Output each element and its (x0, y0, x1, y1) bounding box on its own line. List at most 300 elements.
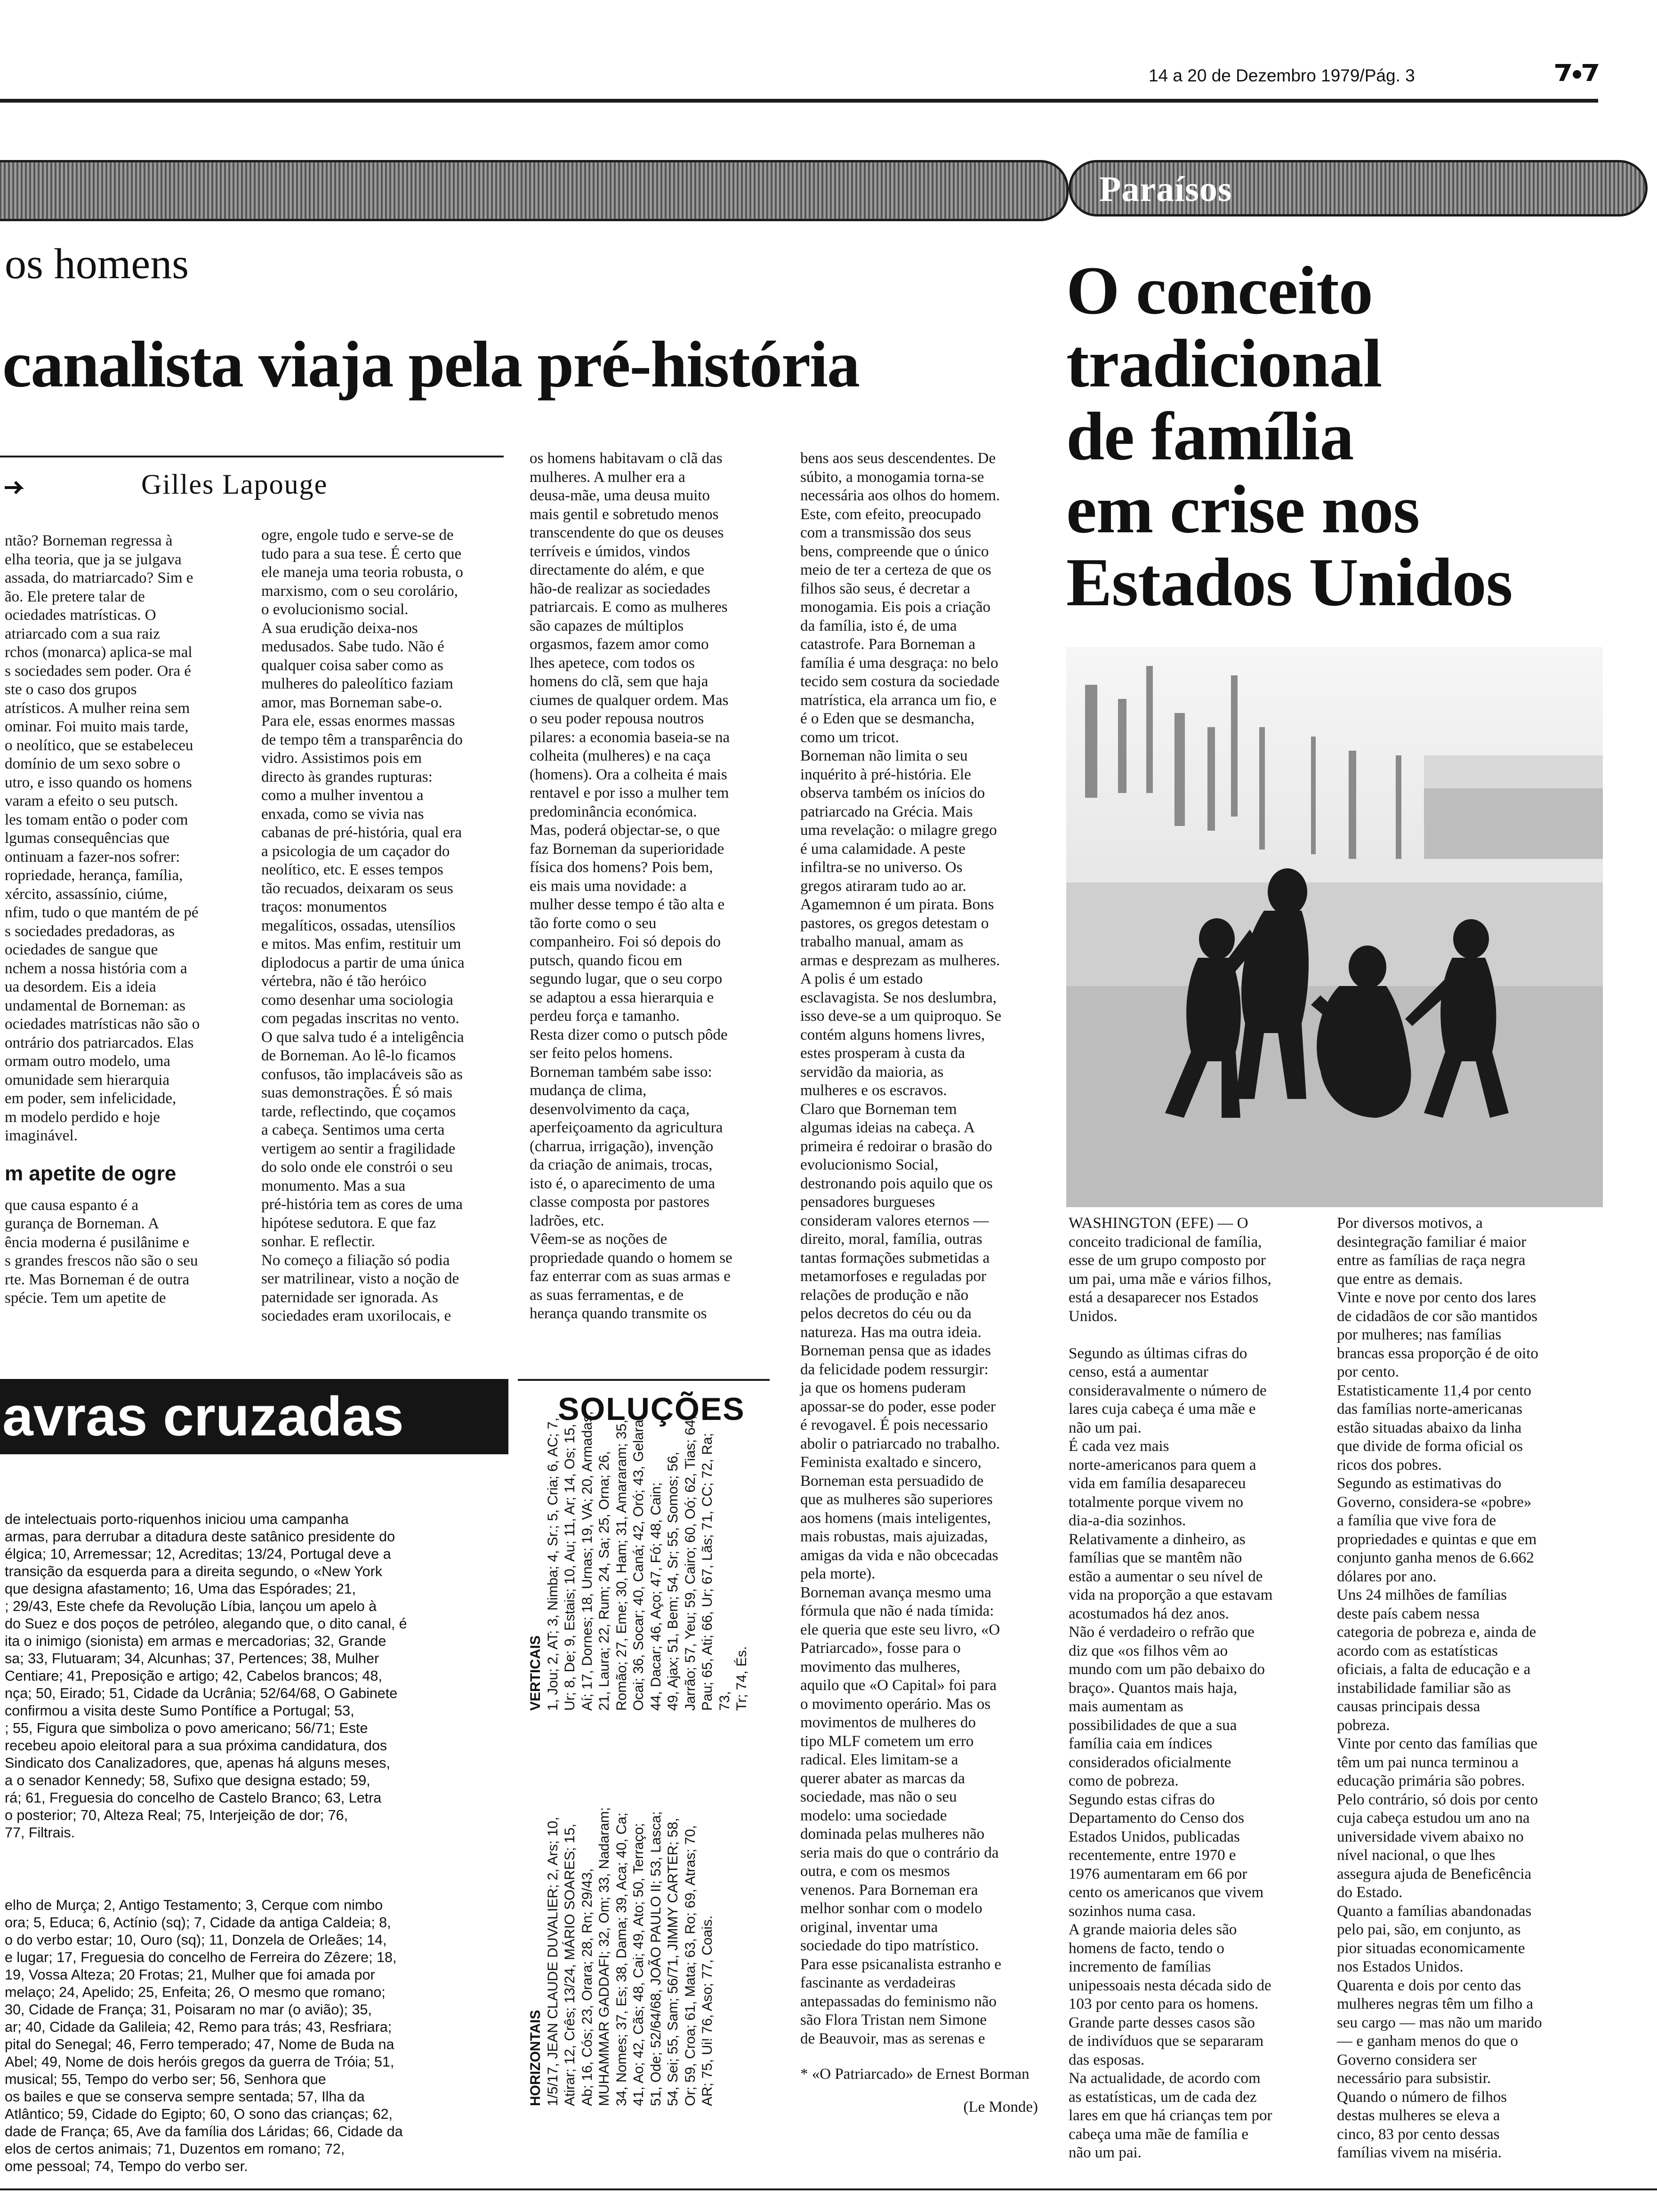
text-line: vida em família desapareceu (1069, 1475, 1246, 1492)
text-line: apossar-se do poder, esse poder (800, 1398, 996, 1415)
text-line: vida na proporção a que estavam (1069, 1587, 1273, 1603)
text-line: amigas da vida e não obcecadas (800, 1547, 998, 1564)
text-line: recentemente, entre 1970 e (1069, 1847, 1236, 1864)
text-line: A grande maioria deles são (1069, 1921, 1237, 1938)
article-photo (1066, 647, 1603, 1207)
text-line: estão a aumentar o seu nível de (1069, 1568, 1263, 1585)
text-line: incremento de famílias (1069, 1958, 1211, 1975)
clue-line: ar; 40, Cidade da Galileia; 42, Remo para trás; 43, Resfriara; (5, 2019, 392, 2035)
text-line: querer abater as marcas da (800, 1770, 965, 1787)
text-line: súbito, a monogamia torna-se (800, 468, 984, 486)
text-line: oficiais, a falta de educação e a (1337, 1661, 1531, 1678)
text-line: está a desaparecer nos Estados (1069, 1289, 1259, 1306)
text-line: conjunto ganha menos de 6.662 (1337, 1549, 1534, 1566)
text-line: Governo, considera-se «pobre» (1337, 1493, 1532, 1511)
text-line: física dos homens? Pois bem, (530, 859, 713, 876)
text-line: são Flora Tristan nem Simone (800, 2012, 987, 2028)
article-column-3 (530, 449, 767, 1323)
text-line: original, inventar uma (800, 1918, 938, 1936)
text-line: Uns 24 milhões de famílias (1337, 1587, 1507, 1603)
text-line: trabalho manual, amam as (800, 933, 964, 950)
newspaper-logo (1553, 60, 1601, 84)
text-line: companheiro. Foi só depois do (530, 933, 721, 950)
text-line: lares em que há crianças tem por (1069, 2107, 1272, 2124)
text-line: de indivíduos que se separaram (1069, 2033, 1264, 2050)
clue-line: Centiare; 41, Preposição e artigo; 42, Cabelos brancos; 48, (5, 1668, 382, 1684)
text-line: Governo considera ser (1337, 2051, 1477, 2068)
text-line: sociedade do tipo matrístico. (800, 1937, 979, 1954)
text-line: mulher desse tempo é tão alta e (530, 896, 725, 913)
text-line: ominar. Foi muito mais tarde, (5, 718, 189, 735)
text-line: ciumes de qualquer ordem. Mas (530, 691, 729, 709)
text-line: sonhar. E reflectir. (261, 1233, 375, 1250)
clue-line: confirmou a visita deste Sumo Pontífice a Portugal; 53, (5, 1703, 354, 1719)
family-silhouettes-photo (1066, 647, 1603, 1207)
text-line: Borneman também sabe isso: (530, 1063, 712, 1081)
text-line: são capazes de múltiplos (530, 617, 684, 634)
headline-line: em crise nos (1066, 471, 1420, 547)
text-line: diz que «os filhos vêm ao (1069, 1642, 1228, 1659)
text-line: monogamia. Eis pois a criação (800, 599, 991, 616)
text-line: destronando pois aquilo que os (800, 1175, 993, 1192)
text-line: ste o caso dos grupos (5, 681, 137, 698)
text-line: os homens habitavam o clã das (530, 450, 723, 467)
text-line: o movimento operário. Mas os (800, 1695, 991, 1713)
text-line: de Beauvoir, mas as serenas e (800, 2030, 985, 2047)
text-line: mais gentil e sobretudo menos (530, 505, 719, 523)
clue-line: de intelectuais porto-riquenhos iniciou uma campanha (5, 1511, 349, 1527)
text-line: orgasmos, fazem amor como (530, 636, 709, 653)
text-line: pelos decretos do céu ou da (800, 1305, 972, 1322)
text-line: homens do clã, sem que haja (530, 673, 708, 690)
text-line: matrística, ela arranca um fio, e (800, 691, 997, 709)
text-line: vidro. Assistimos pois em (261, 750, 422, 767)
footer-rule (0, 2188, 1657, 2190)
text-line: mulheres. A mulher era a (530, 468, 685, 486)
text-line: possibilidades de que a sua (1069, 1716, 1237, 1734)
text-line: ua desordem. Eis a ideia (5, 978, 156, 995)
text-line: família caia em índices (1069, 1735, 1213, 1752)
text-line: ladrões, etc. (530, 1212, 604, 1229)
text-line: nos Estados Unidos. (1337, 1958, 1464, 1975)
text-line: ropriedade, herança, família, (5, 867, 183, 884)
section-label: Paraísos (1099, 169, 1232, 209)
text-line: cinco, 83 por cento dessas (1337, 2125, 1500, 2143)
text-line: desintegração familiar é maior (1337, 1233, 1527, 1250)
text-line: eis mais uma novidade: a (530, 877, 687, 895)
text-line: considerados oficialmente (1069, 1754, 1231, 1771)
crossword-clues-vertical (5, 1897, 494, 2175)
clue-line: Abel; 49, Nome de dois heróis gregos da guerra de Tróia; 51, (5, 2054, 394, 2070)
section-banner-right (1069, 160, 1648, 216)
clue-line: ita o inimigo (sionista) em armas e mercadorias; 32, Grande (5, 1633, 386, 1649)
clue-line: elos de certos animais; 71, Duzentos em romano; 72, (5, 2141, 345, 2157)
text-line: ociedades de sangue que (5, 941, 158, 958)
text-line: meio de ter a certeza de que os (800, 561, 991, 578)
text-line: bens aos seus descendentes. De (800, 450, 996, 467)
text-line: mudança de clima, (530, 1082, 647, 1099)
text-line: Mas, poderá objectar-se, o que (530, 822, 720, 839)
headline-line: tradicional (1066, 325, 1382, 401)
text-line: abolir o patriarcado no trabalho. (800, 1435, 1000, 1452)
text-line: elha teoria, que ja se julgava (5, 551, 182, 568)
text-line: tarde, reflectindo, que coçamos (261, 1103, 456, 1120)
article-column-1 (5, 532, 245, 1308)
clue-line: recebeu apoio eleitoral para a sua próxima candidatura, dos (5, 1738, 387, 1754)
text-line: mulheres negras têm um filho a (1337, 1996, 1533, 2012)
text-line: propriedades e quintas e que em (1337, 1531, 1537, 1548)
crossword-title-bar (0, 1379, 508, 1454)
text-line: algumas ideias na cabeça. A (800, 1119, 975, 1136)
text-line: Claro que Borneman tem (800, 1100, 957, 1118)
text-line: gurança de Borneman. A (5, 1215, 160, 1232)
clue-line: rá; 61, Freguesia do concelho de Castelo Branco; 63, Letra (5, 1790, 382, 1806)
text-line: cuja cabeça estudou um ano na (1337, 1810, 1530, 1827)
text-line: Quando o número de filhos (1337, 2088, 1507, 2106)
crossword-title: avras cruzadas (2, 1386, 404, 1448)
text-line: estes prosperam à custa da (800, 1045, 965, 1062)
text-line: acordo com as estatísticas (1337, 1642, 1498, 1659)
text-line: mundo com um pão debaixo do (1069, 1661, 1265, 1678)
text-line: Este, com efeito, preocupado (800, 505, 981, 523)
solution-line: Ocai; 36, Socar; 40, Caná; 42, Oró; 43, Gelara; (631, 1416, 646, 1711)
text-line: conceito tradicional de família, (1069, 1233, 1262, 1250)
text-line: Quarenta e dois por cento das (1337, 1977, 1521, 1994)
text-line: primeira é redoirar o brasão do (800, 1138, 992, 1155)
text-line: ntão? Borneman regressa à (5, 532, 173, 549)
text-line: classe composta por pastores (530, 1194, 710, 1210)
text-line: Não é verdadeiro o refrão que (1069, 1624, 1255, 1641)
right-headline (1066, 254, 1650, 619)
text-line: catastrofe. Para Borneman a (800, 636, 975, 653)
article-column-4 (800, 449, 1038, 2116)
solutions-verticais (527, 1410, 758, 1711)
text-line: tão recuados, deixaram os seus (261, 880, 453, 897)
text-line: tantas formações submetidas a (800, 1249, 990, 1266)
text-line: de tempo têm a transparência do (261, 731, 463, 748)
text-line: megalíticos, ossadas, utensílios (261, 917, 456, 934)
text-line: a família que vive fora de (1337, 1512, 1496, 1529)
text-line: diplodocus a partir de uma única (261, 954, 465, 971)
section-subhead: m apetite de ogre (5, 1162, 177, 1185)
text-line: nchem a nossa história com a (5, 960, 187, 977)
text-line: directo às grandes rupturas: (261, 768, 433, 785)
solutions-verticais-label: VERTICAIS (528, 1635, 543, 1711)
text-line: dia-a-dia sozinhos. (1069, 1512, 1186, 1529)
text-line: Borneman avança mesmo uma (800, 1584, 991, 1601)
text-line: terríveis e úmidos, vindos (530, 543, 690, 560)
solution-line: Aí; 17, Dornes; 18, Urnas; 19, VA; 20, Armadas; (579, 1411, 595, 1711)
text-line: Estados Unidos, publicadas (1069, 1828, 1240, 1845)
text-line: famílias que se mantêm não (1069, 1549, 1242, 1566)
text-line: O que salva tudo é a inteligência (261, 1028, 464, 1046)
text-line: s grandes frescos não são o seu (5, 1252, 198, 1269)
date-page-line: 14 a 20 de Dezembro 1979/Pág. 3 (1149, 66, 1415, 85)
text-line: colheita (mulheres) e na caça (530, 747, 711, 764)
text-line: ser feito pelos homens. (530, 1045, 673, 1062)
text-line: mais robustas, mais ajuizadas, (800, 1528, 988, 1545)
text-line: das famílias norte-americanas (1337, 1401, 1522, 1418)
text-line: relações de produção e não (800, 1286, 969, 1304)
text-line: rchos (monarca) aplica-se mal (5, 644, 193, 661)
clue-line: e lugar; 17, Freguesia do concelho de Ferreira do Zêzere; 18, (5, 1949, 397, 1965)
solution-line: Ur; 8, De; 9, Estais; 10, Au; 11, Ar; 14, Os; 15, (562, 1424, 578, 1711)
text-line: pior situadas economicamente (1337, 1940, 1525, 1957)
clue-line: armas, para derrubar a ditadura deste satânico presidente do (5, 1529, 395, 1545)
text-line: ociedades matrísticas não são o (5, 1016, 200, 1033)
text-line: do solo onde ele constrói o seu (261, 1159, 453, 1176)
text-line: Vinte por cento das famílias que (1337, 1735, 1537, 1752)
text-line: a psicologia de um caçador do (261, 842, 450, 860)
text-line: imaginável. (5, 1127, 78, 1144)
text-line: 103 por cento para os homens. (1069, 1996, 1259, 2012)
text-line: que entre as demais. (1337, 1270, 1463, 1288)
text-line: Agamemnon é um pirata. Bons (800, 896, 994, 913)
clue-line: pital do Senegal; 46, Ferro temperado; 47, Nome de Buda na (5, 2036, 394, 2052)
text-line: norte-americanos para quem a (1069, 1456, 1256, 1474)
text-line: cento os americanos que vivem (1069, 1884, 1264, 1901)
clue-line: nça; 50, Eirado; 51, Cidade da Ucrânia; 52/64/68, O Gabinete (5, 1685, 398, 1701)
text-line: ser matrilinear, visto a noção de (261, 1270, 459, 1287)
solution-line: 41, Ao; 42, Cãs; 48, Cai; 49, Ato; 50, Terraço; (631, 1823, 646, 2106)
text-line: faz Borneman da superioridade (530, 840, 724, 858)
text-line: a cabeça. Sentimos uma certa (261, 1122, 445, 1138)
text-line: totalmente porque vivem no (1069, 1493, 1244, 1511)
solution-line: MUHAMMAR GADDAFI; 32, Om; 33, Nadaram; (596, 1807, 612, 2106)
text-line: s sociedades predadoras, as (5, 922, 175, 940)
text-line: movimento das mulheres, (800, 1658, 961, 1675)
text-line: m modelo perdido e hoje (5, 1108, 160, 1126)
text-line: Grande parte desses casos são (1069, 2014, 1255, 2031)
text-line: esse de um grupo composto por (1069, 1252, 1266, 1269)
text-line: ogre, engole tudo e serve-se de (261, 527, 454, 544)
text-line: Vêem-se as noções de (530, 1231, 668, 1248)
text-line: aos homens (mais inteligentes, (800, 1509, 991, 1527)
clue-line: o posterior; 70, Alteza Real; 75, Interjeição de dor; 76, (5, 1807, 348, 1823)
text-line: universidade vivem abaixo no (1337, 1828, 1524, 1845)
text-line: deusa-mãe, uma deusa muito (530, 487, 710, 504)
source-credit: (Le Monde) (963, 2098, 1038, 2116)
text-line: estão situadas abaixo da linha (1337, 1419, 1522, 1436)
text-line: tão forte como o seu (530, 914, 657, 932)
text-line: A polis é um estado (800, 970, 923, 987)
solution-line: 49, Ajax; 51, Bem; 54, Sr; 55, Somos; 56, (665, 1451, 681, 1711)
text-line: hipótese sedutora. E que faz (261, 1214, 436, 1232)
text-line: monumento. Mas a sua (261, 1177, 406, 1194)
text-line: mais aumentam as (1069, 1698, 1183, 1715)
text-line: pastores, os gregos detestam o (800, 914, 989, 932)
text-line: por cento. (1337, 1363, 1399, 1380)
text-line: varam a efeito o seu putsch. (5, 793, 178, 809)
headline-line: O conceito (1066, 252, 1373, 329)
text-line: predominância económica. (530, 803, 697, 820)
solution-line: Or; 59, Croa; 61, Mata; 63, Ro; 69, Atras; 70, (682, 1825, 698, 2106)
clue-line: Atlântico; 59, Cidade do Egipto; 60, O sono das crianças; 62, (5, 2106, 393, 2122)
solution-line: Pau; 65, Ati; 66, Ur; 67, Lãs; 71, CC; 72, Ra; 73, (700, 1433, 732, 1711)
text-line: assegura ajuda de Beneficência (1337, 1865, 1532, 1883)
crossword-clues-horizontal (5, 1511, 494, 1842)
text-line: vertigem ao sentir a fragilidade (261, 1140, 456, 1157)
text-line: Relativamente a dinheiro, as (1069, 1531, 1246, 1548)
text-line: (homens). Ora a colheita é mais (530, 766, 727, 783)
header-rule (0, 99, 1598, 103)
text-line: ormam outro modelo, uma (5, 1053, 170, 1070)
text-line: lhes apetece, com todos os (530, 654, 695, 672)
text-line: Borneman pensa que as idades (800, 1342, 991, 1359)
text-line: em poder, sem infelicidade, (5, 1090, 177, 1107)
solution-line: 1, Jou; 2, AT; 3, Nimba; 4, Sr.; 5, Cria; 6, AC; 7, (545, 1417, 561, 1711)
text-line: propriedade quando o homem se (530, 1249, 732, 1266)
text-line: deste país cabem nessa (1337, 1605, 1480, 1622)
text-line: Pelo contrário, só dois por cento (1337, 1791, 1538, 1808)
clue-line: transição da esquerda para a direita segundo, o «New York (5, 1563, 383, 1579)
clue-line: 19, Vossa Alteza; 20 Frotas; 21, Mulher que foi amada por (5, 1967, 375, 1983)
text-line: necessária aos olhos do homem. (800, 487, 1000, 504)
solution-line: Romão; 27, Eme; 30, Ham; 31, Amararam; 35, (613, 1419, 629, 1711)
text-line: Borneman esta persuadido de (800, 1472, 984, 1490)
text-line: modelo: uma sociedade (800, 1807, 947, 1824)
headline-line: Estados Unidos (1066, 544, 1512, 620)
text-line: utro, e isso quando os homens (5, 774, 192, 791)
text-line: esclavagista. Se nos deslumbra, (800, 989, 997, 1006)
text-line: Estatisticamente 11,4 por cento (1337, 1382, 1531, 1399)
text-line: das esposas. (1069, 2051, 1145, 2068)
text-line: Quanto a famílias abandonadas (1337, 1902, 1532, 1920)
text-line: aquilo que «O Capital» foi para (800, 1677, 997, 1694)
text-line: nível nacional, o que lhes (1337, 1847, 1496, 1864)
text-line: da família, isto é, de uma (800, 617, 957, 634)
text-line: com a transmissão dos seus (800, 524, 971, 541)
text-line: melhor sonhar com o modelo (800, 1900, 982, 1917)
solutions-horizontais-label: HORIZONTAIS (528, 2010, 543, 2106)
clue-line: sa; 33, Flutuaram; 34, Alcunhas; 37, Pertences; 38, Mulher (5, 1651, 379, 1667)
text-line: como desenhar uma sociologia (261, 991, 453, 1009)
text-line: ele queria que este seu livro, «O (800, 1621, 1000, 1638)
text-line: Vinte e nove por cento dos lares (1337, 1289, 1536, 1306)
text-line: Resta dizer como o putsch pôde (530, 1026, 728, 1043)
text-line: do Estado. (1337, 1884, 1403, 1901)
text-line: brancas essa proporção é de oito (1337, 1345, 1538, 1362)
text-line: A sua erudição deixa-nos (261, 619, 418, 637)
text-line: Na actualidade, de acordo com (1069, 2070, 1261, 2087)
clue-line: os bailes e que se conserva sempre sentada; 57, Ilha da (5, 2089, 365, 2105)
text-line: sociedades eram uxorilocais, e (261, 1307, 451, 1324)
text-line: pobreza. (1337, 1716, 1390, 1734)
solution-line: AR; 75, Ui! 76, Aso; 77, Coais. (700, 1915, 715, 2106)
clue-line: Sindicato dos Canalizadores, que, apenas há alguns meses, (5, 1755, 390, 1771)
section-banner-left (0, 160, 1069, 221)
text-line: Para esse psicanalista estranho e (800, 1956, 1002, 1973)
text-line: as estatísticas, um de cada dez (1069, 2088, 1257, 2106)
text-line: direito, moral, família, outras (800, 1231, 982, 1248)
text-line: metamorfoses e reguladas por (800, 1268, 986, 1285)
text-line: como a mulher inventou a (261, 787, 424, 804)
text-line: undamental de Borneman: as (5, 997, 185, 1014)
text-line: marxismo, com o seu corolário, (261, 582, 458, 600)
clue-line: élgica; 10, Arremessar; 12, Acreditas; 13/24, Portugal deve a (5, 1546, 391, 1562)
right-column-2 (1337, 1214, 1593, 2163)
text-line: sozinhos numa casa. (1069, 1902, 1196, 1920)
text-line: patriarcais. E como as mulheres (530, 599, 728, 616)
text-line: família é uma desgraça: no belo (800, 654, 998, 672)
solution-line: 44, Dacar; 46, Aço; 47, Fó; 48, Cain; (648, 1482, 664, 1711)
text-line: evolucionismo Social, (800, 1156, 939, 1173)
text-line: WASHINGTON (EFE) — O (1069, 1215, 1248, 1232)
text-line: isto é, o aparecimento de uma (530, 1175, 716, 1192)
logo-mark-icon (1553, 60, 1601, 84)
byline-rule (0, 456, 504, 457)
solution-line: 54, Sei; 55, Sam; 56/71, JIMMY CARTER; 58, (665, 1818, 681, 2106)
text-line: contém alguns homens livres, (800, 1026, 985, 1043)
text-line: Feminista exaltado e sincero, (800, 1454, 981, 1471)
text-line: traços: monumentos (261, 898, 387, 915)
text-line: confusos, tão implacáveis são as (261, 1066, 463, 1083)
footnote: * «O Patriarcado» de Ernest Borman (800, 2066, 1030, 2083)
clue-line: ; 55, Figura que simboliza o povo americano; 56/71; Este (5, 1720, 368, 1736)
clue-line: ome pessoal; 74, Tempo do verbo ser. (5, 2158, 248, 2174)
text-line: tipo MLF cometem um erro (800, 1732, 974, 1750)
text-line: amor, mas Borneman sabe-o. (261, 694, 442, 711)
text-line: instabilidade familiar são as (1337, 1679, 1511, 1697)
text-line: antepassadas do feminismo não (800, 1993, 997, 2010)
text-line: se adaptou a essa hierarquia e (530, 989, 714, 1006)
solutions-title: SOLUÇÕES (558, 1391, 745, 1427)
text-line: putsch, quando ficou em (530, 952, 683, 969)
text-line: de Borneman. Ao lê-lo ficamos (261, 1047, 456, 1064)
solution-line: Atirar; 12, Crês; 13/24, MÁRIO SOARES; 15, (562, 1823, 578, 2106)
clue-line: musical; 55, Tempo do verbo ser; 56, Senhora que (5, 2071, 326, 2087)
solution-line: Tr; 74, És. (734, 1646, 749, 1711)
text-line: Segundo estas cifras do (1069, 1791, 1215, 1808)
text-line: destas mulheres se eleva a (1337, 2107, 1500, 2124)
clue-line: que designa afastamento; 16, Uma das Espórades; 21, (5, 1581, 356, 1597)
text-line: mulheres do paleolítico faziam (261, 675, 453, 692)
text-line: da criação de animais, trocas, (530, 1156, 713, 1173)
text-line: Por diversos motivos, a (1337, 1215, 1483, 1232)
text-line: mulheres e os escravos. (800, 1082, 947, 1099)
text-line: lares cuja cabeça é uma mãe e (1069, 1401, 1256, 1418)
text-line: dólares por ano. (1337, 1568, 1437, 1585)
headline-line: de família (1066, 398, 1354, 474)
text-line: les tomam então o poder com (5, 811, 188, 828)
text-line: por mulheres; nas famílias (1337, 1326, 1502, 1343)
text-line: s sociedades sem poder. Ora é (5, 662, 191, 680)
text-line: com pegadas inscritas no vento. (261, 1010, 459, 1027)
solution-line: Jarrão; 57, Yeu; 59, Cairo; 60, Oó; 62, Tias; 64, (682, 1415, 698, 1711)
clue-line: melaço; 24, Apelido; 25, Enfeita; 26, O mesmo que romano; (5, 1984, 386, 2000)
text-line: domínio de um sexo sobre o (5, 755, 181, 772)
text-line: assada, do matriarcado? Sim e (5, 569, 193, 586)
text-line: ricos dos pobres. (1337, 1456, 1442, 1474)
text-line: suas demonstrações. É só mais (261, 1084, 453, 1101)
text-line: seria mais do que o contrário da (800, 1844, 999, 1861)
text-line: cabeça uma mãe de família e (1069, 2125, 1249, 2143)
text-line: atrísticos. A mulher reina sem (5, 699, 190, 717)
text-line: venenos. Para Borneman era (800, 1881, 978, 1899)
text-line: é o Eden que se desmancha, (800, 710, 975, 727)
text-line: o evolucionismo social. (261, 601, 409, 618)
text-line: um pai, uma mãe e vários filhos, (1069, 1270, 1271, 1288)
text-line: o seu poder repousa noutros (530, 710, 704, 727)
text-line (1069, 1326, 1325, 1345)
clue-line: o do verbo estar; 10, Ouro (sq); 11, Donzela de Orleães; 14, (5, 1932, 387, 1948)
solution-line: Ab; 16, Cós; 23, Orara; 28, Rn; 29/43, (579, 1868, 595, 2106)
article-kicker: os homens (5, 240, 189, 288)
text-line: gregos atiraram tudo ao ar. (800, 877, 966, 895)
text-line: omunidade sem hierarquia (5, 1071, 170, 1089)
text-line: rentavel e por isso a mulher tem (530, 785, 729, 801)
right-column-1 (1069, 1214, 1325, 2163)
